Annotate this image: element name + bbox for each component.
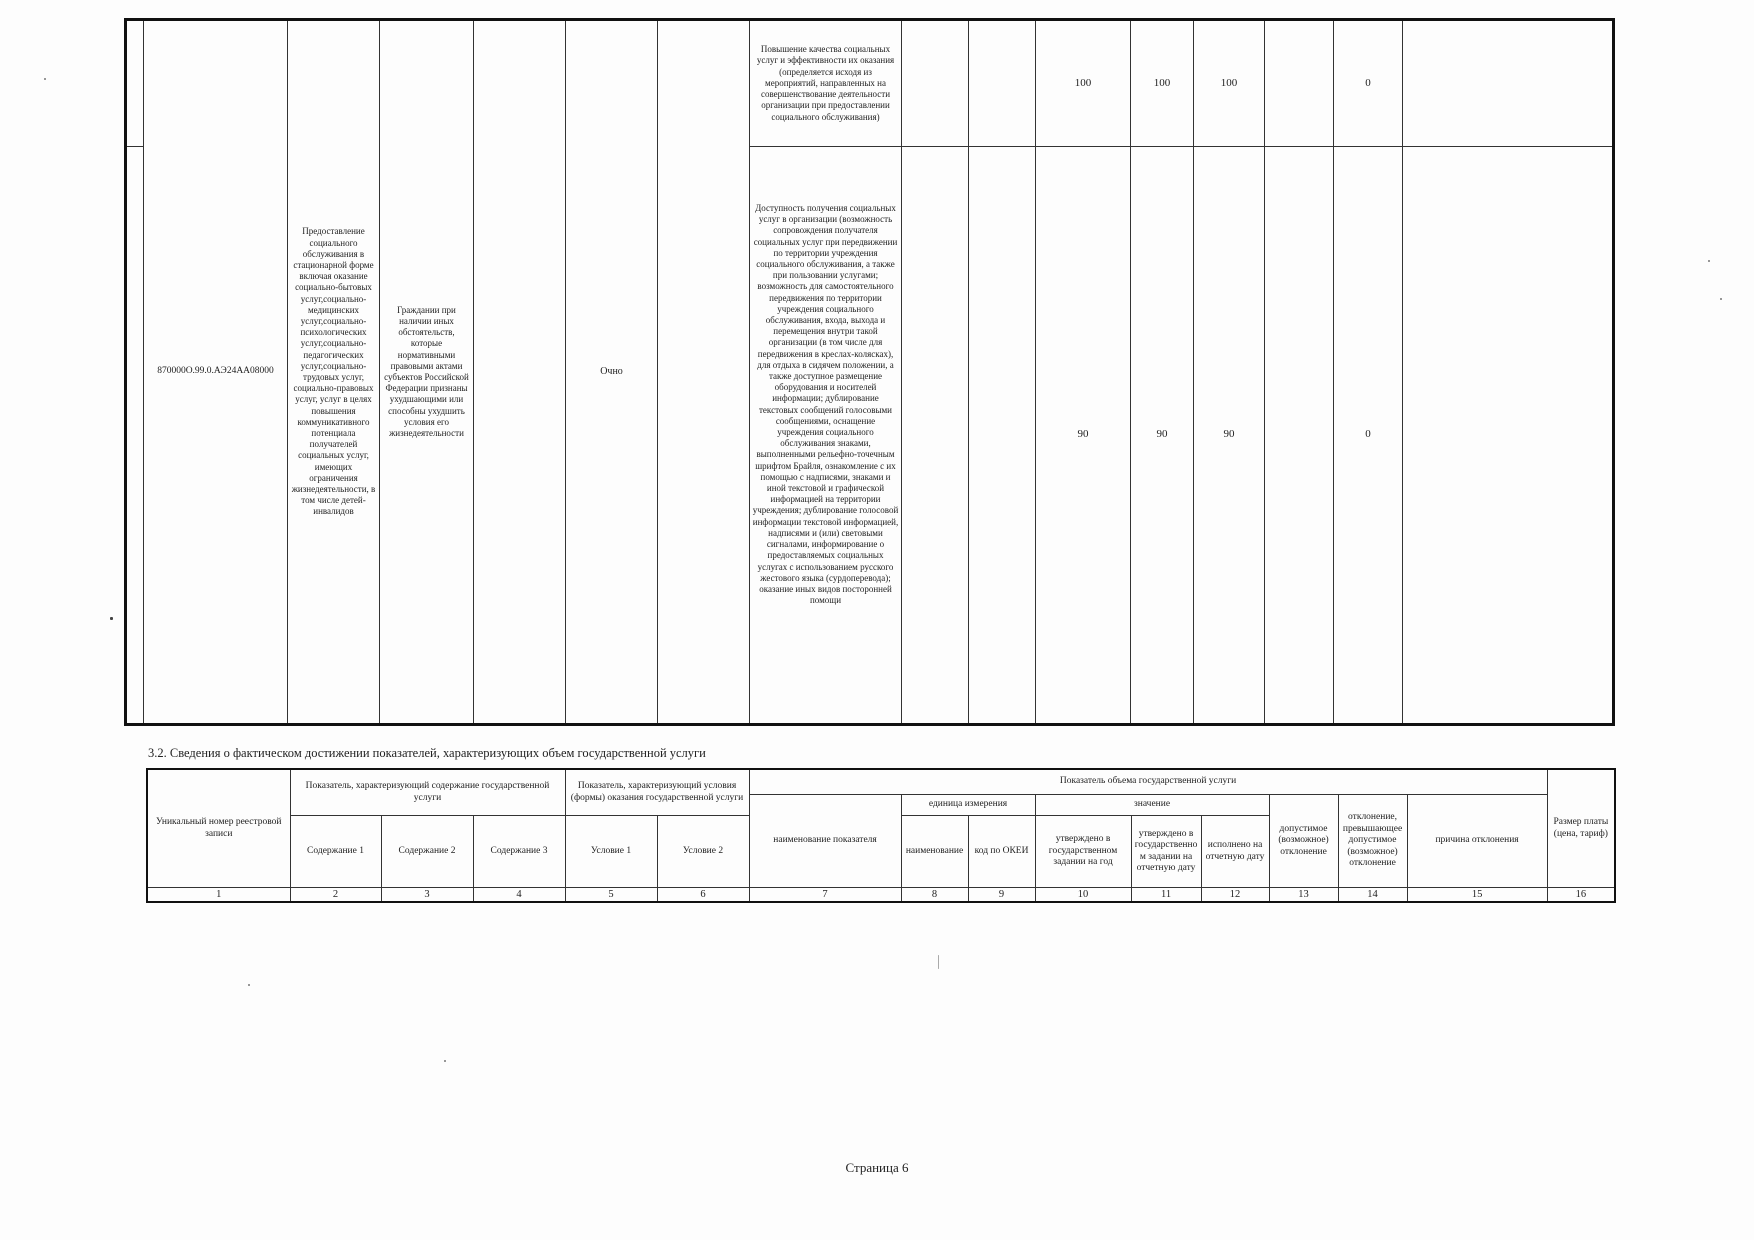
approved-date-value: 100 — [1131, 20, 1194, 147]
approved-date-value: 90 — [1131, 147, 1194, 725]
allowed-deviation-header: допустимое (возможное) отклонение — [1269, 794, 1338, 887]
service-content-cell: Предоставление социального обслуживания в стационарной форме включая оказание социально-бытовых услуг,социально-медицинских услуг,социально-психологических услуг,социально-педагогических услуг,социально-трудовых услуг, социально-правовых услуг, услуг в целях повышения коммуникативного потенциала получателей социальных услуг, имеющих ограничения жизнедеятельности, в том числе детей-инвалидов — [288, 20, 380, 725]
scan-speck — [938, 955, 939, 969]
condition-group-header: Показатель, характеризующий условия (формы) оказания государственной услуги — [565, 769, 749, 816]
indicator-name-cell: Доступность получения социальных услуг в организации (возможность сопровождения получателя социальных услуг при передвижении по территории учреждения социального обслуживания, а также при пользовании услугами; возможность для самостоятельного передвижения по территории учреждения социального обслуживания, входа, выхода и перемещения внутри такой организации (в том числе для передвижения в креслах-колясках), для отдыха в сидячем положении, а также доступное размещение оборудования и носителей информации; дублирование текстовых сообщений голосовыми сообщениями, оснащение учреждения социального обслуживания знаками, выполненными рельефно-точечным шрифтом Брайля, ознакомление с их помощью с надписями, знаками и иной текстовой и графической информацией на территории учреждения; дублирование голосовой информации текстовой информацией, надписями и (или) световыми сигналами, информирование о предоставляемых социальных услугах с использованием русского жестового языка (сурдоперевода); оказание иных видов посторонней помощи — [750, 147, 902, 725]
okei-code-cell — [969, 20, 1036, 147]
indicator-name-header: наименование показателя — [749, 794, 901, 887]
recipient-category-cell: Граждании при наличии иных обстоятельств, которые нормативными правовыми актами субъектов Российской Федерации признаны ухудшающими или способны ухудшить условия его жизнедеятельности — [380, 20, 474, 725]
column-number: 6 — [657, 888, 749, 902]
unit-name-cell — [902, 147, 969, 725]
content1-header: Содержание 1 — [290, 816, 381, 888]
deviation-reason-cell — [1403, 147, 1614, 725]
over-deviation-value: 0 — [1334, 147, 1403, 725]
condition1-header: Условие 1 — [565, 816, 657, 888]
scan-speck — [1720, 298, 1722, 300]
approved-year-value: 90 — [1036, 147, 1131, 725]
approved-year-header: утверждено в государственном задании на год — [1035, 816, 1131, 888]
executed-value: 100 — [1194, 20, 1265, 147]
unit-header: единица измерения — [901, 794, 1035, 815]
volume-group-header: Показатель объема государственной услуги — [749, 769, 1547, 794]
column-number: 12 — [1201, 888, 1269, 902]
value-header: значение — [1035, 794, 1269, 815]
column-number: 3 — [381, 888, 473, 902]
column-number: 13 — [1269, 888, 1338, 902]
executed-header: исполнено на отчетную дату — [1201, 816, 1269, 888]
content-group-header: Показатель, характеризующий содержание государственной услуги — [290, 769, 565, 816]
scan-speck — [110, 617, 113, 620]
column-number: 2 — [290, 888, 381, 902]
allowed-deviation-cell — [1265, 20, 1334, 147]
column-number: 16 — [1547, 888, 1615, 902]
scan-speck — [248, 984, 250, 986]
approved-year-value: 100 — [1036, 20, 1131, 147]
column-number: 5 — [565, 888, 657, 902]
registry-number-cell: 870000О.99.0.АЭ24АА08000 — [144, 20, 288, 725]
page-number: Страница 6 — [845, 1160, 909, 1175]
deviation-reason-cell — [1403, 20, 1614, 147]
allowed-deviation-cell — [1265, 147, 1334, 725]
volume-indicators-table — [146, 768, 1616, 903]
content3-header: Содержание 3 — [473, 816, 565, 888]
empty-content-cell — [474, 20, 566, 725]
column-number: 1 — [147, 888, 290, 902]
column-number: 11 — [1131, 888, 1201, 902]
fee-header: Размер платы (цена, тариф) — [1547, 769, 1615, 888]
scan-speck — [1708, 260, 1710, 262]
condition2-header: Условие 2 — [657, 816, 749, 888]
indicator-name-cell: Повышение качества социальных услуг и эффективности их оказания (определяется исходя из мероприятий, направленных на совершенствование деятельности организации при предоставлении социального обслуживания) — [750, 20, 902, 147]
scan-speck — [44, 78, 46, 80]
edge-cell — [126, 20, 144, 147]
scan-speck — [444, 1060, 446, 1062]
column-number: 14 — [1338, 888, 1407, 902]
registry-header: Уникальный номер реестровой записи — [147, 769, 290, 888]
edge-cell — [126, 147, 144, 725]
approved-date-header: утверждено в государственном задании на отчетную дату — [1131, 816, 1201, 888]
column-number: 4 — [473, 888, 565, 902]
unit-name-header: наименование — [901, 816, 968, 888]
column-number: 8 — [901, 888, 968, 902]
section-title: 3.2. Сведения о фактическом достижении показателей, характеризующих объем государственной услуги — [148, 746, 706, 760]
unit-name-cell — [902, 20, 969, 147]
reason-header: причина отклонения — [1407, 794, 1547, 887]
over-deviation-value: 0 — [1334, 20, 1403, 147]
column-number: 10 — [1035, 888, 1131, 902]
column-number: 15 — [1407, 888, 1547, 902]
column-number: 9 — [968, 888, 1035, 902]
executed-value: 90 — [1194, 147, 1265, 725]
indicators-quality-table — [124, 18, 1615, 726]
condition-form-cell: Очно — [566, 20, 658, 725]
over-deviation-header: отклонение, превышающее допустимое (возможное) отклонение — [1338, 794, 1407, 887]
content2-header: Содержание 2 — [381, 816, 473, 888]
okei-header: код по ОКЕИ — [968, 816, 1035, 888]
empty-condition-cell — [658, 20, 750, 725]
okei-code-cell — [969, 147, 1036, 725]
column-number: 7 — [749, 888, 901, 902]
